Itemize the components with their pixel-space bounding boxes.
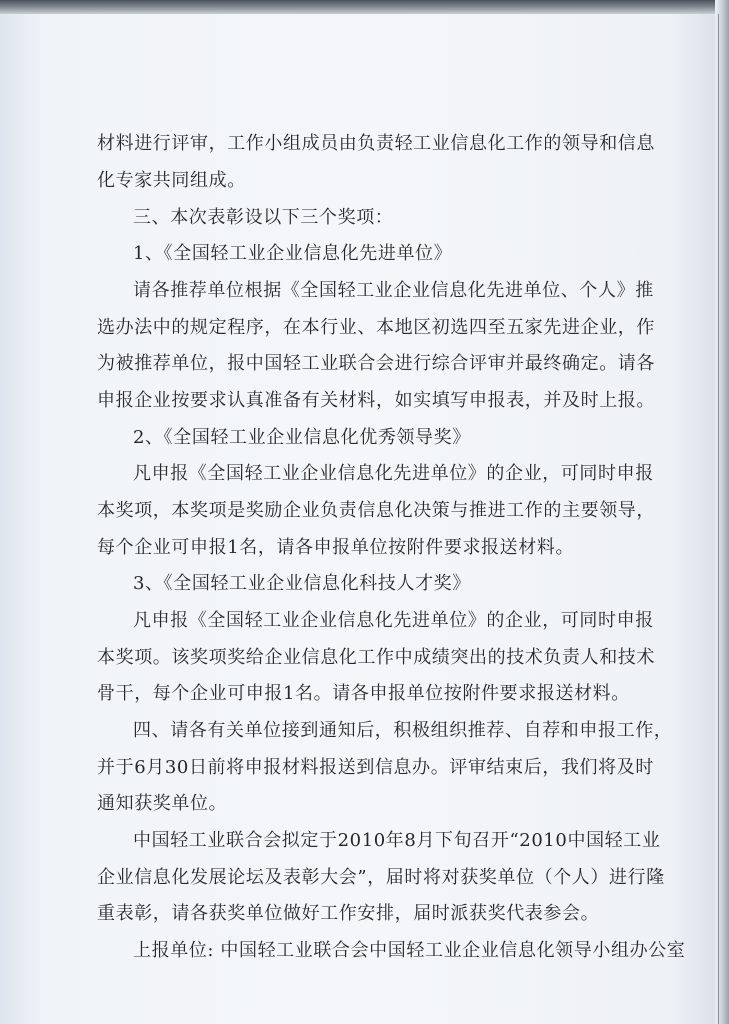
text-line: 中国轻工业联合会拟定于2010年8月下旬召开“2010中国轻工业	[133, 830, 661, 851]
text-line: 重表彰，请各获奖单位做好工作安排，届时派获奖代表参会。	[97, 903, 600, 924]
award-title: 1、《全国轻工业企业信息化先进单位》	[133, 243, 453, 264]
text-line: 请各推荐单位根据《全国轻工业企业信息化先进单位、个人》推	[133, 280, 654, 301]
text-line: 化专家共同组成。	[97, 170, 246, 191]
award-title: 3、《全国轻工业企业信息化科技人才奖》	[133, 573, 471, 594]
text-line: 材料进行评审，工作小组成员由负责轻工业信息化工作的领导和信息	[97, 133, 655, 154]
text-line: 企业信息化发展论坛及表彰大会”，届时将对获奖单位（个人）进行隆	[97, 867, 665, 888]
scan-right-border	[718, 14, 719, 1024]
award-title: 2、《全国轻工业企业信息化优秀领导奖》	[133, 427, 471, 448]
text-line: 通知获奖单位。	[97, 793, 228, 814]
scan-top-shadow	[0, 0, 729, 14]
text-line: 骨干，每个企业可申报1名。请各申报单位按附件要求报送材料。	[97, 683, 630, 704]
text-line: 选办法中的规定程序，在本行业、本地区初选四至五家先进企业，作	[97, 317, 655, 338]
text-line: 并于6月30日前将申报材料报送到信息办。评审结束后，我们将及时	[97, 757, 654, 778]
text-line: 四、请各有关单位接到通知后，积极组织推荐、自荐和申报工作，	[133, 720, 673, 741]
text-line: 申报企业按要求认真准备有关材料，如实填写申报表，并及时上报。	[97, 390, 655, 411]
section-heading: 三、本次表彰设以下三个奖项：	[133, 207, 394, 228]
text-line: 为被推荐单位，报中国轻工业联合会进行综合评审并最终确定。请各	[97, 353, 655, 374]
text-line: 本奖项。该奖项奖给企业信息化工作中成绩突出的技术负责人和技术	[97, 647, 655, 668]
text-line: 凡申报《全国轻工业企业信息化先进单位》的企业，可同时申报	[133, 463, 654, 484]
text-line: 每个企业可申报1名，请各申报单位按附件要求报送材料。	[97, 537, 575, 558]
text-line: 凡申报《全国轻工业企业信息化先进单位》的企业，可同时申报	[133, 610, 654, 631]
reporting-unit-line: 上报单位: 中国轻工业联合会中国轻工业企业信息化领导小组办公室	[133, 940, 686, 961]
text-line: 本奖项，本奖项是奖励企业负责信息化决策与推进工作的主要领导，	[97, 500, 655, 521]
